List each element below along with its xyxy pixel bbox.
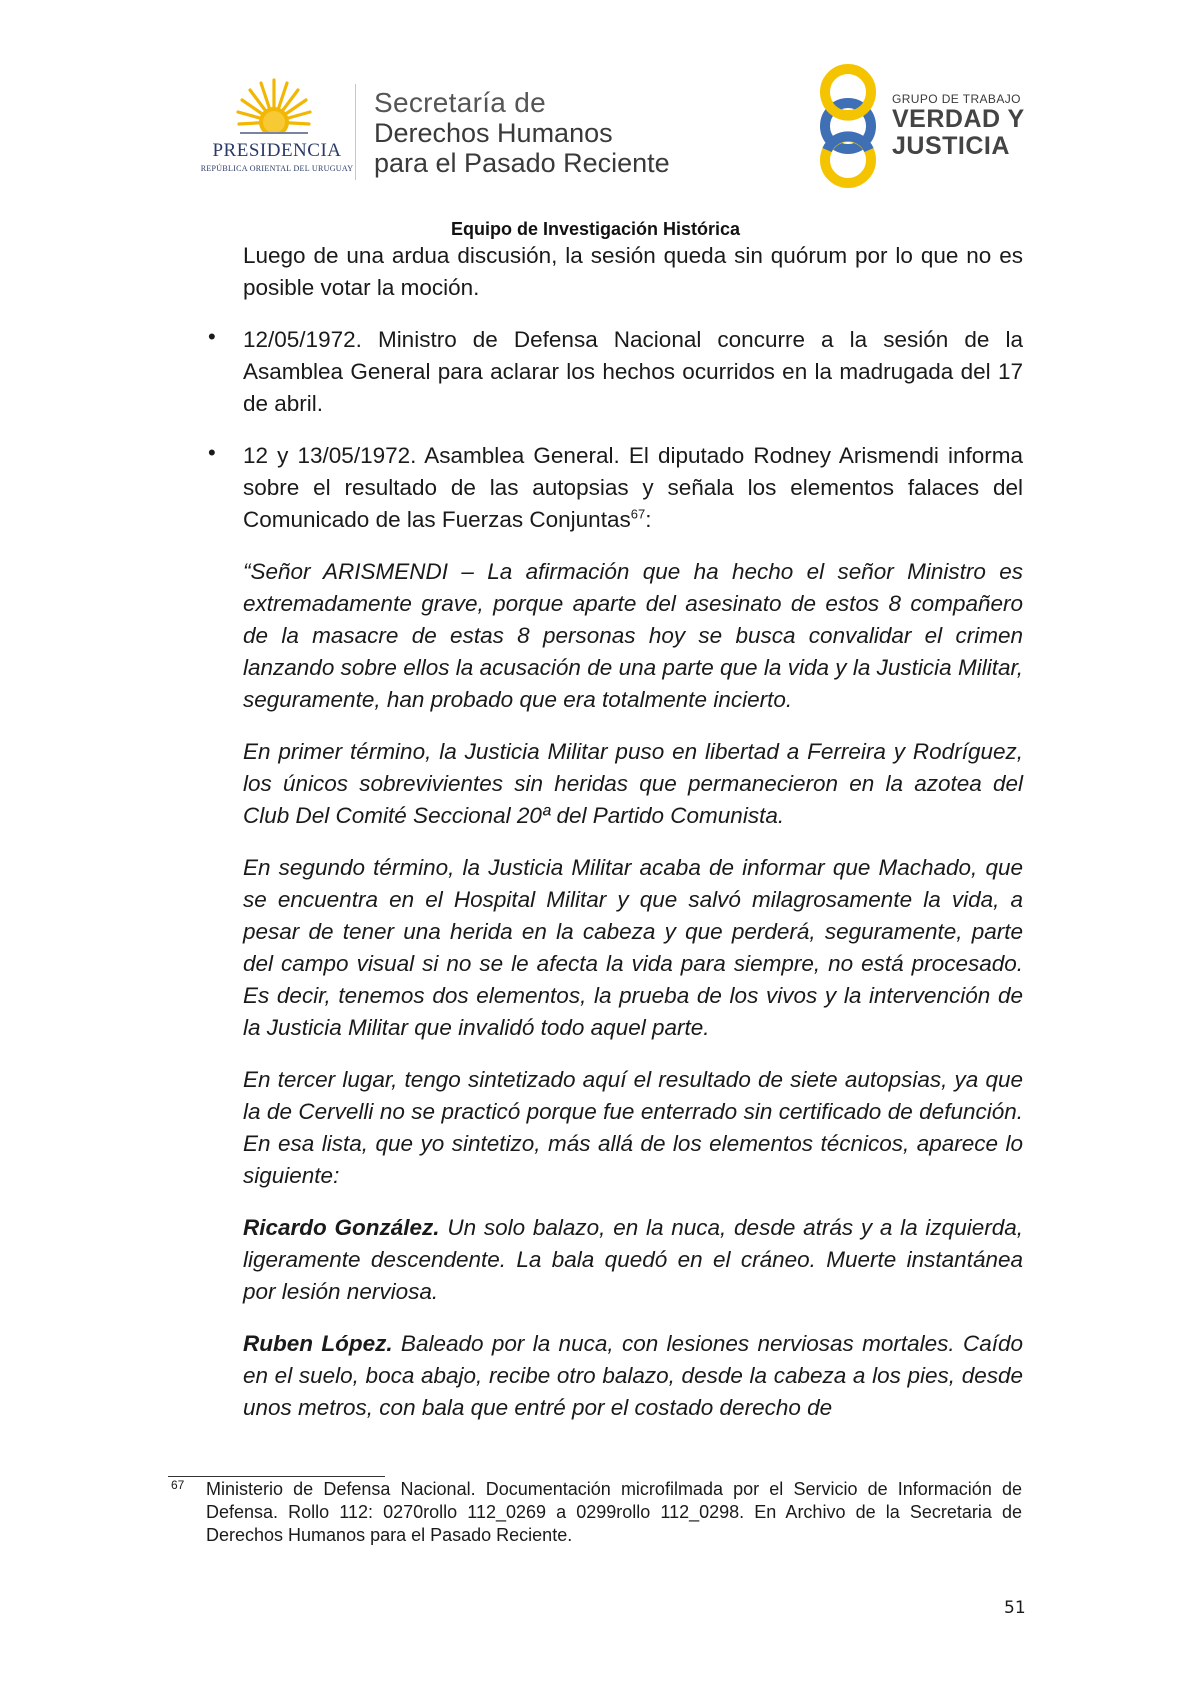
grupo-line1: GRUPO DE TRABAJO — [892, 92, 1021, 106]
bullet-icon: • — [208, 324, 216, 349]
victim-name: Ruben López. — [243, 1331, 393, 1356]
secretaria-title — [374, 88, 670, 178]
footnote-reference: 67 — [630, 506, 646, 522]
presidencia-subtitle: REPÚBLICA ORIENTAL DEL URUGUAY — [200, 164, 354, 173]
quote-paragraph-2: En primer término, la Justicia Militar puso en libertad a Ferreira y Rodríguez, los únicos sobrevivientes sin heridas que permanecieron en la azotea del Club Del Comité Seccional 20ª del Partido Comunista. — [243, 739, 1023, 828]
page-header — [0, 0, 1191, 240]
victim-details: Un solo balazo, en la nuca, desde atrás y a la izquierda, ligeramente descendente. La bala quedó en el cráneo. Muerte instantánea por lesión nerviosa. — [243, 1215, 1023, 1304]
quote-paragraph-4: En tercer lugar, tengo sintetizado aquí el resultado de siete autopsias, ya que la de Cervelli no se practicó porque fue enterrado sin certificado de defunción. En esa lista, que yo sintetizo, más allá de los elementos técnicos, aparece lo siguiente: — [243, 1067, 1023, 1188]
footnote-number: 67 — [171, 1478, 185, 1492]
paragraph-intro: Luego de una ardua discusión, la sesión queda sin quórum por lo que no es posible votar la moción. — [243, 243, 1023, 300]
presidencia-name: PRESIDENCIA — [212, 140, 342, 161]
footnote-divider — [168, 1476, 385, 1477]
bullet-icon: • — [208, 440, 216, 465]
victim-name: Ricardo González. — [243, 1215, 440, 1240]
bullet-text-2 — [243, 440, 1023, 536]
page-number: 51 — [1004, 1598, 1026, 1618]
grupo-line2: VERDAD Y — [892, 105, 1025, 133]
rings-logo-icon — [808, 62, 888, 190]
secretaria-line2: Derechos Humanos — [374, 118, 613, 148]
list-item — [208, 324, 1023, 420]
secretaria-line1: Secretaría de — [374, 87, 546, 118]
sun-emblem-icon — [236, 78, 312, 144]
bullet-text-1: 12/05/1972. Ministro de Defensa Nacional concurre a la sesión de la Asamblea General para aclarar los hechos ocurridos en la madrugada del 17 de abril. — [243, 327, 1023, 416]
grupo-line3: JUSTICIA — [892, 132, 1010, 160]
quote-paragraph-6 — [243, 1328, 1023, 1424]
page-content — [208, 240, 1023, 1444]
quote-paragraph-3: En segundo término, la Justicia Militar acaba de informar que Machado, que se encuentra en el Hospital Militar y que salvó milagrosamente la vida, a pesar de tener una herida en la cabeza y que perderá, seguramente, parte del campo visual si no se le afecta la vida para siempre, no está procesado. Es decir, tenemos dos elementos, la prueba de los vivos y la intervención de la Justicia Militar que invalidó todo aquel parte. — [243, 855, 1023, 1040]
header-divider — [355, 84, 356, 180]
quote-paragraph-5 — [243, 1212, 1023, 1308]
quote-paragraph-1: “Señor ARISMENDI – La afirmación que ha hecho el señor Ministro es extremadamente grave, porque aparte del asesinato de estos 8 compañero de la masacre de estas 8 personas hoy se busca convalidar el crimen lanzando sobre ellos la acusación de una parte que la vida y la Justicia Militar, seguramente, han probado que era totalmente incierto. — [243, 559, 1023, 712]
presidencia-logo — [198, 78, 354, 178]
footnote-text: Ministerio de Defensa Nacional. Documentación microfilmada por el Servicio de Información de Defensa. Rollo 112: 0270rollo 112_0269 a 0299rollo 112_0298. En Archivo de la Secretaria de Derechos Humanos para el Pasado Reciente. — [206, 1479, 1022, 1545]
bullet-text-2-main: 12 y 13/05/1972. Asamblea General. El diputado Rodney Arismendi informa sobre el resultado de las autopsias y señala los elementos falaces del Comunicado de las Fuerzas Conjuntas — [243, 443, 1023, 532]
victim-details: Baleado por la nuca, con lesiones nerviosas mortales. Caído en el suelo, boca abajo, recibe otro balazo, desde la cabeza a los pies, desde unos metros, con bala que entré por el costado derecho de — [243, 1331, 1023, 1420]
secretaria-line3: para el Pasado Reciente — [374, 148, 670, 178]
grupo-trabajo-title — [892, 92, 1025, 160]
bullet-text-2-tail: : — [645, 507, 652, 532]
list-item — [208, 440, 1023, 536]
team-title: Equipo de Investigación Histórica — [450, 219, 741, 239]
